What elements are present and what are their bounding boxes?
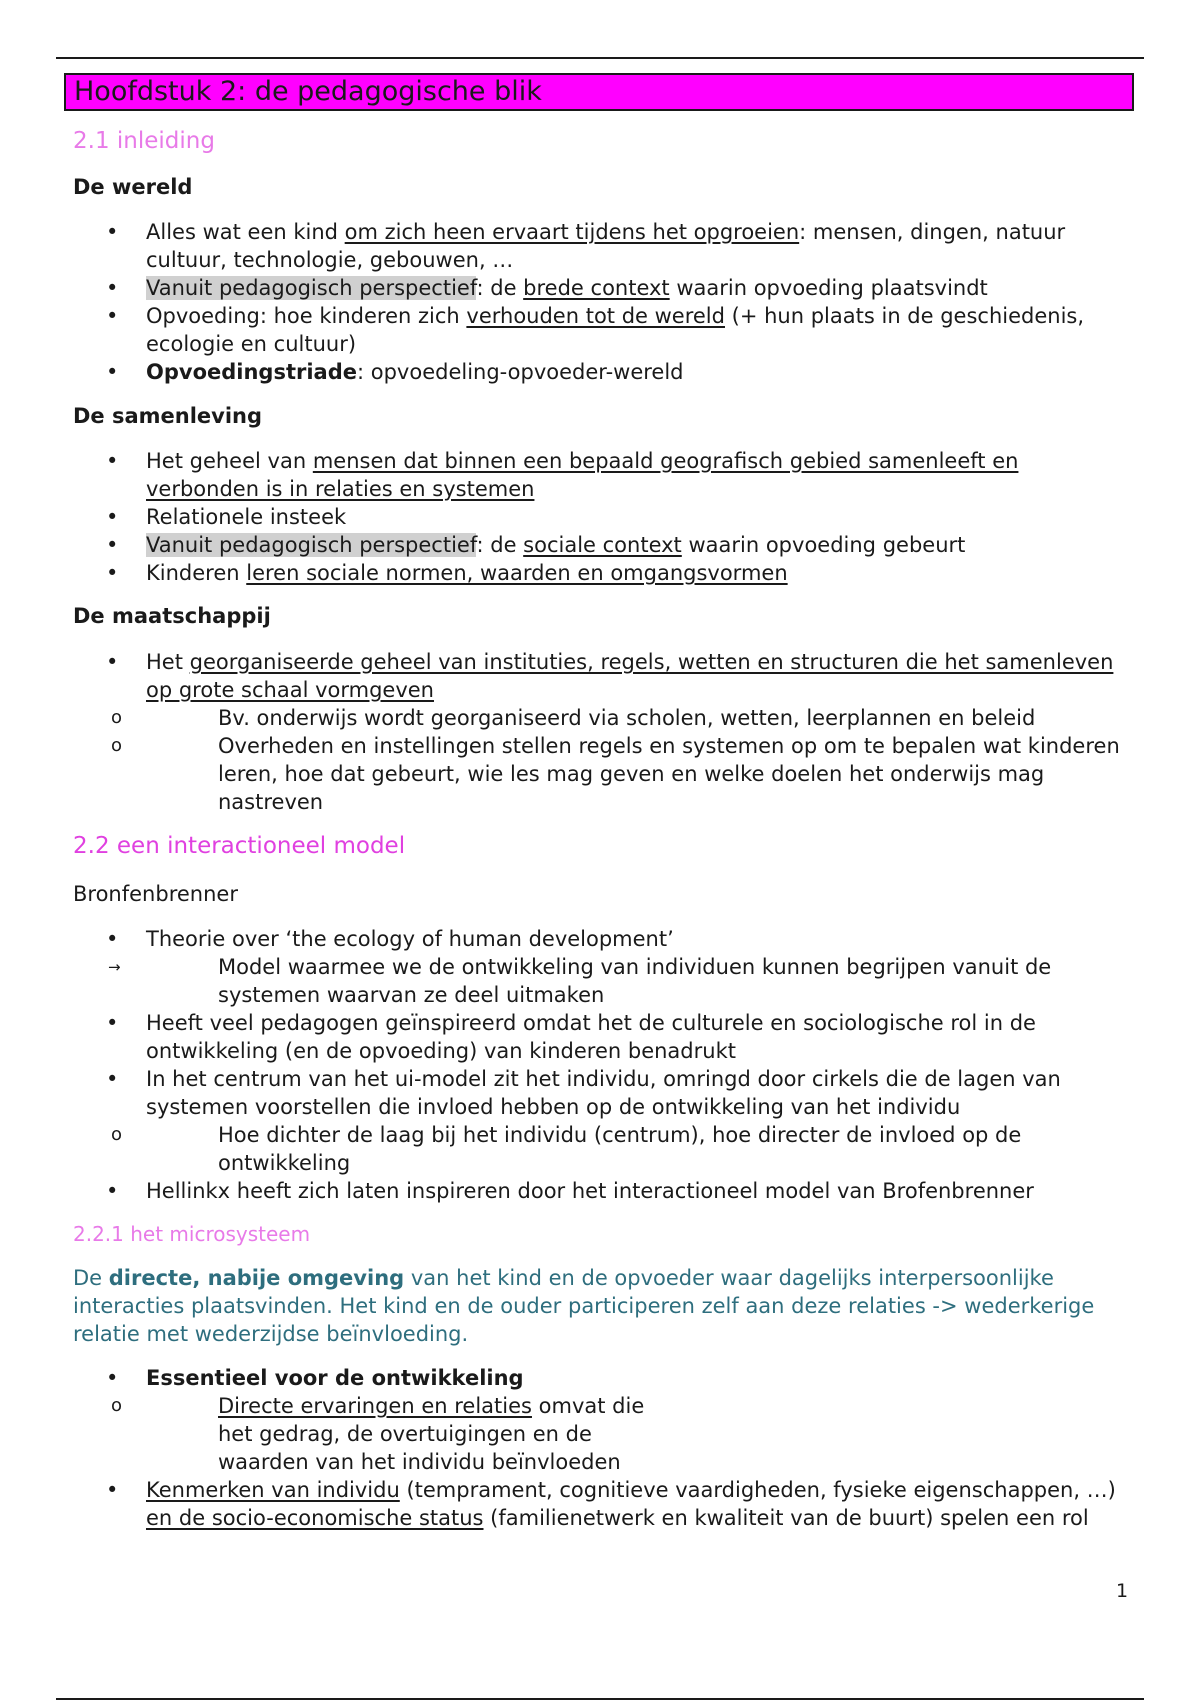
list-item: • Theorie over ‘the ecology of human development’ → Model waarmee we de ontwikkeling van individuen kunnen begrijpen vanuit de systemen waarvan ze deel uitmaken [73, 925, 1133, 1009]
heading-de-maatschappij: De maatschappij [73, 604, 271, 628]
list-item: • Essentieel voor de ontwikkeling o Directe ervaringen en relaties omvat die het gedrag, de overtuigingen en de waarden van het individu beïnvloeden [73, 1364, 1133, 1476]
list-interactioneel-model [73, 925, 1133, 1205]
list-de-maatschappij [73, 648, 1133, 816]
list-item: • Het geheel van mensen dat binnen een bepaald geografisch gebied samenleeft en verbonden is in relaties en systemen [73, 447, 1133, 503]
list-microsysteem [73, 1364, 1133, 1532]
intro-bronfenbrenner: Bronfenbrenner [73, 882, 238, 906]
heading-de-wereld: De wereld [73, 175, 193, 199]
sub-list-item: o Overheden en instellingen stellen regels en systemen op om te bepalen wat kinderen leren, hoe dat gebeurt, wie les mag geven en welke doelen het onderwijs mag nastreven [73, 732, 1133, 816]
list-de-samenleving [73, 447, 1133, 587]
page-number: 1 [1116, 1580, 1129, 1602]
sub-list-item: → Model waarmee we de ontwikkeling van individuen kunnen begrijpen vanuit de systemen waarvan ze deel uitmaken [73, 953, 1133, 1009]
sub-list-item: o Bv. onderwijs wordt georganiseerd via scholen, wetten, leerplannen en beleid [73, 704, 1133, 732]
heading-de-samenleving: De samenleving [73, 404, 263, 428]
list-item: • Vanuit pedagogisch perspectief: de brede context waarin opvoeding plaatsvindt [73, 274, 1133, 302]
microsysteem-definition: De directe, nabije omgeving van het kind en de opvoeder waar dagelijks interpersoonlijke interacties plaatsvinden. Het kind en de ouder participeren zelf aan deze relaties -> wederkerige relatie met wederzijdse beïnvloeding. [73, 1266, 1095, 1346]
list-item: • Kenmerken van individu (temprament, cognitieve vaardigheden, fysieke eigenschappen, …) en de socio-economische status (familienetwerk en kwaliteit van de buurt) spelen een rol [73, 1476, 1133, 1532]
list-item: • Vanuit pedagogisch perspectief: de sociale context waarin opvoeding gebeurt [73, 531, 1133, 559]
list-item: • Opvoedingstriade: opvoedeling-opvoeder-wereld [73, 358, 1133, 386]
list-item: • Alles wat een kind om zich heen ervaart tijdens het opgroeien: mensen, dingen, natuur cultuur, technologie, gebouwen, … [73, 218, 1133, 274]
list-item: • Opvoeding: hoe kinderen zich verhouden tot de wereld (+ hun plaats in de geschiedenis, ecologie en cultuur) [73, 302, 1133, 358]
list-item: • Kinderen leren sociale normen, waarden en omgangsvormen [73, 559, 1133, 587]
section-2-2-1-title: 2.2.1 het microsysteem [73, 1222, 311, 1246]
list-item: • Hellinkx heeft zich laten inspireren door het interactioneel model van Brofenbrenner [73, 1177, 1133, 1205]
top-rule [56, 57, 1144, 59]
list-item: • Heeft veel pedagogen geïnspireerd omdat het de culturele en sociologische rol in de ontwikkeling (en de opvoeding) van kinderen benadrukt [73, 1009, 1133, 1065]
chapter-title: Hoofdstuk 2: de pedagogische blik [64, 73, 1134, 111]
section-2-2-title: 2.2 een interactioneel model [73, 833, 406, 859]
sub-list [73, 1121, 1133, 1177]
sub-list [73, 704, 1133, 816]
section-2-1-title: 2.1 inleiding [73, 128, 215, 154]
list-de-wereld [73, 218, 1133, 386]
list-item: • In het centrum van het ui-model zit het individu, omringd door cirkels die de lagen van systemen voorstellen die invloed hebben op de ontwikkeling van het individu o Hoe dichter de laag bij het individu (centrum), hoe directer de invloed op de ontwikkeling [73, 1065, 1133, 1177]
list-item: • Relationele insteek [73, 503, 1133, 531]
sub-list [73, 953, 1133, 1009]
sub-list-item: o Hoe dichter de laag bij het individu (centrum), hoe directer de invloed op de ontwikkeling [73, 1121, 1133, 1177]
sub-list [73, 1392, 1133, 1476]
sub-list-item: o Directe ervaringen en relaties omvat die het gedrag, de overtuigingen en de waarden van het individu beïnvloeden [73, 1392, 1133, 1476]
list-item: • Het georganiseerde geheel van instituties, regels, wetten en structuren die het samenleven op grote schaal vormgeven o Bv. onderwijs wordt georganiseerd via scholen, wetten, leerplannen en beleid o Overheden en instellingen stellen regels en systemen op om te bepalen wat kinderen leren, hoe dat gebeurt, wie les mag geven en welke doelen het onderwijs mag nastreven [73, 648, 1133, 816]
